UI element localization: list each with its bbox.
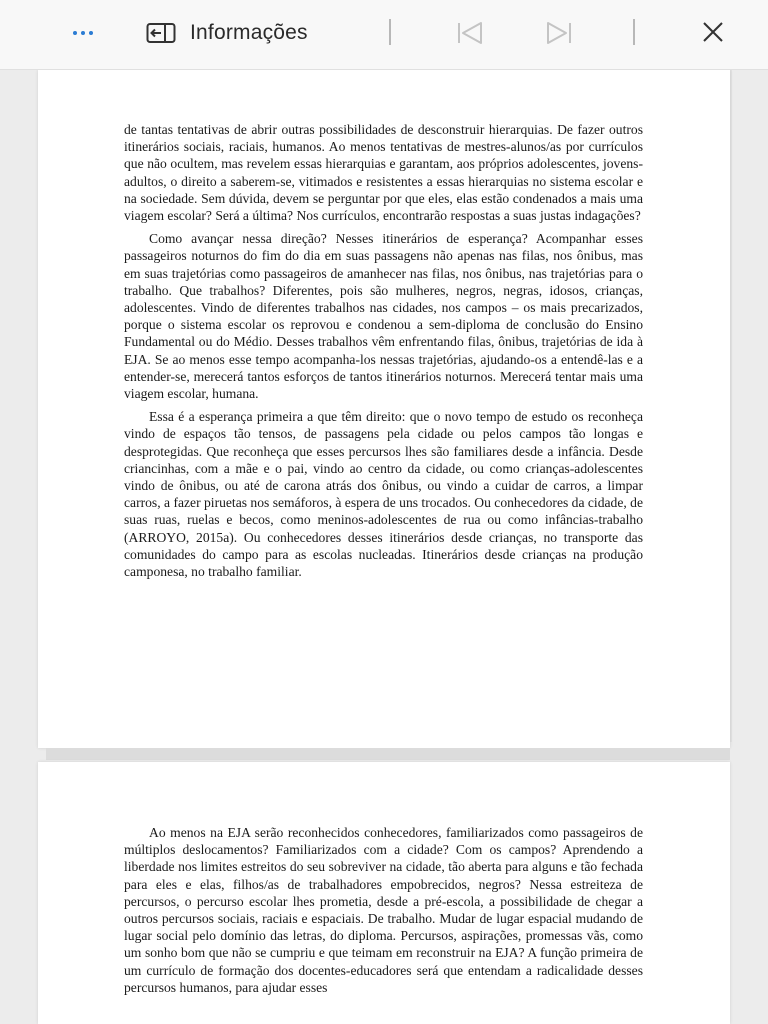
more-options-button[interactable] bbox=[64, 19, 102, 47]
page-text bbox=[124, 824, 643, 1002]
first-page-button[interactable] bbox=[455, 19, 485, 47]
panel-info-icon bbox=[146, 22, 176, 44]
toolbar-divider bbox=[389, 19, 391, 45]
info-panel-button[interactable] bbox=[146, 15, 308, 51]
more-horizontal-icon bbox=[73, 31, 93, 35]
info-panel-label: Informações bbox=[190, 21, 308, 44]
paragraph: Ao menos na EJA serão reconhecidos conhecedores, familiarizados como passageiros de múltiplos deslocamentos? Familiarizados com a cidade? Com os campos? Aprendendo a liberdade nos limites estreitos do seu sobreviver na cidade, tão aberta para alguns e tão fechada para eles e elas, filhos/as de trabalhadores empobrecidos, negros? Nessa estreiteza de percursos, o percurso escolar lhes prometia, desde a pré-escola, a possibilidade de chegar a outros percursos sociais, raciais e espaciais. De trabalho. Mudar de lugar espacial mudando de lugar social pelo domínio das letras, do diploma. Percursos, aspirações, promessas vãs, como um sonho bom que não se cumpriu e que teimam em reconstruir na EJA? A função primeira de um currículo de formação dos docentes-educadores será que entendam a radicalidade desses percursos humanos, para ajudar esses bbox=[124, 825, 643, 995]
close-button[interactable] bbox=[698, 17, 728, 47]
paragraph: Essa é a esperança primeira a que têm direito: que o novo tempo de estudo os reconheça vindo de espaços tão tensos, de passagens pela cidade ou pelos campos tão longas e desprotegidas. Que reconheça que esses percursos lhes são familiares desde a infância. Desde criancinhas, com a mãe e o pai, vindo ao centro da cidade, ou como crianças-adolescentes vindo de ônibus, ou até de carona atrás dos ônibus, ou vindo a cuidar de carros, a limpar carros, a fazer piruetas nos semáforos, à espera de uns trocados. Ou conhecedores da cidade, de suas ruas, ruelas e becos, como meninos-adolescentes de rua ou como infâncias-trabalho (ARROYO, 2015a). Ou conhecedores desses itinerários desde crianças, no transporte das comunidades do campo para as escolas nucleadas. Itinerários desde crianças na produção camponesa, no trabalho familiar. bbox=[124, 409, 643, 580]
page-text bbox=[124, 121, 643, 586]
page-separator bbox=[46, 748, 730, 760]
toolbar bbox=[0, 0, 768, 70]
close-icon bbox=[702, 21, 724, 43]
toolbar-divider bbox=[633, 19, 635, 45]
paragraph: Como avançar nessa direção? Nesses itinerários de esperança? Acompanhar esses passageiros noturnos do fim do dia em suas passagens não apenas nas filas, nos ônibus, mas em suas trajetórias como passageiros de amanhecer nas filas, nos ônibus, nas trajetórias para o trabalho. Que trabalhos? Diferentes, pois são mulheres, negros, negras, idosos, crianças, adolescentes. Vindo de diferentes trabalhos nas cidades, nos campos – os mais precarizados, porque o sistema escolar os reprovou e condenou a sem-diploma de conclusão do Ensino Fundamental ou do Médio. Desses trabalhos vêm enfrentando filas, ônibus, trajetórias de ida à EJA. Se ao menos esse tempo acompanha-los nessas trajetórias, ajudando-os a entendê-las e a entender-se, merecerá tantos esforços de tantos itinerários noturnos. Merecerá tentar mais uma viagem escolar, humana. bbox=[124, 231, 643, 402]
last-page-icon bbox=[545, 21, 573, 45]
last-page-button[interactable] bbox=[544, 19, 574, 47]
document-page bbox=[38, 70, 730, 748]
first-page-icon bbox=[456, 21, 484, 45]
document-page bbox=[38, 762, 730, 1024]
page-edge bbox=[730, 70, 732, 742]
paragraph: de tantas tentativas de abrir outras possibilidades de desconstruir hierarquias. De fazer outros itinerários sociais, raciais, humanos. Ao menos tentativas de mestres-alunos/as por currículos que não ocultem, mas revelem essas hierarquias e garantam, aos próprios adolescentes, jovens-adultos, o direito a saberem-se, vitimados e resistentes a essas hierarquias no sistema escolar e na sociedade. Sem dúvida, devem se perguntar por que eles, elas estão condenados a mais uma viagem escolar? Será a última? Nos currículos, encontrarão respostas a suas justas indagações? bbox=[124, 122, 643, 224]
